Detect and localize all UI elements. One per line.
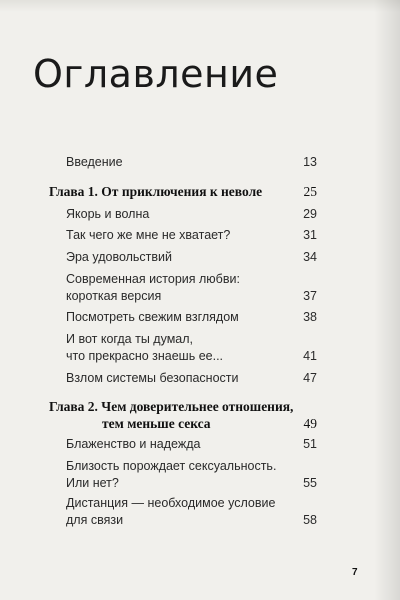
toc-entry-title: Взлом системы безопасности — [66, 371, 239, 385]
toc-entry-title-continued: для связи — [66, 513, 124, 527]
toc-entry-page: 49 — [303, 416, 317, 431]
toc-entry-title: Блаженство и надежда — [66, 437, 201, 451]
toc-entry-title-continued: Или нет? — [66, 476, 119, 490]
page-number: 7 — [352, 567, 358, 578]
toc-chapter-title: Глава 2. Чем доверительнее отношения, — [49, 399, 294, 414]
toc-entry-title: Так чего же мне не хватает? — [66, 228, 231, 242]
toc-entry-page: 38 — [303, 310, 317, 324]
toc-entry-title: Современная история любви: — [66, 272, 240, 286]
toc-entry-page: 47 — [303, 371, 317, 385]
toc-entry-title: Дистанция — необходимое условие — [66, 496, 276, 510]
toc-entry-page: 55 — [303, 476, 317, 490]
toc-chapter-title: Глава 1. От приключения к неволе — [49, 184, 263, 199]
toc-entry-title: Посмотреть свежим взглядом — [66, 310, 239, 324]
toc-entry-page: 41 — [303, 349, 317, 363]
toc-entry-page: 34 — [303, 250, 317, 264]
toc-entry-page: 25 — [303, 184, 317, 199]
toc-chapter-title-continued: тем меньше секса — [102, 416, 211, 431]
page-title: Оглавление — [33, 52, 279, 96]
toc-entry-title: Якорь и волна — [66, 207, 150, 221]
toc-entry-page: 13 — [303, 155, 317, 169]
toc-entry-title: Введение — [66, 155, 123, 169]
toc-entry-page: 29 — [303, 207, 317, 221]
toc-entry-page: 51 — [303, 437, 317, 451]
toc-entry-title: И вот когда ты думал, — [66, 332, 194, 346]
toc-entry-title: Близость порождает сексуальность. — [66, 459, 277, 473]
spine-shadow — [374, 0, 400, 600]
toc-entry-title: Эра удовольствий — [66, 250, 173, 264]
toc-entry-title-continued: короткая версия — [66, 289, 162, 303]
toc-entry-title-continued: что прекрасно знаешь ее... — [66, 349, 224, 363]
toc-entry-page: 31 — [303, 228, 317, 242]
toc-entry-page: 37 — [303, 289, 317, 303]
toc-entry-page: 58 — [303, 513, 317, 527]
